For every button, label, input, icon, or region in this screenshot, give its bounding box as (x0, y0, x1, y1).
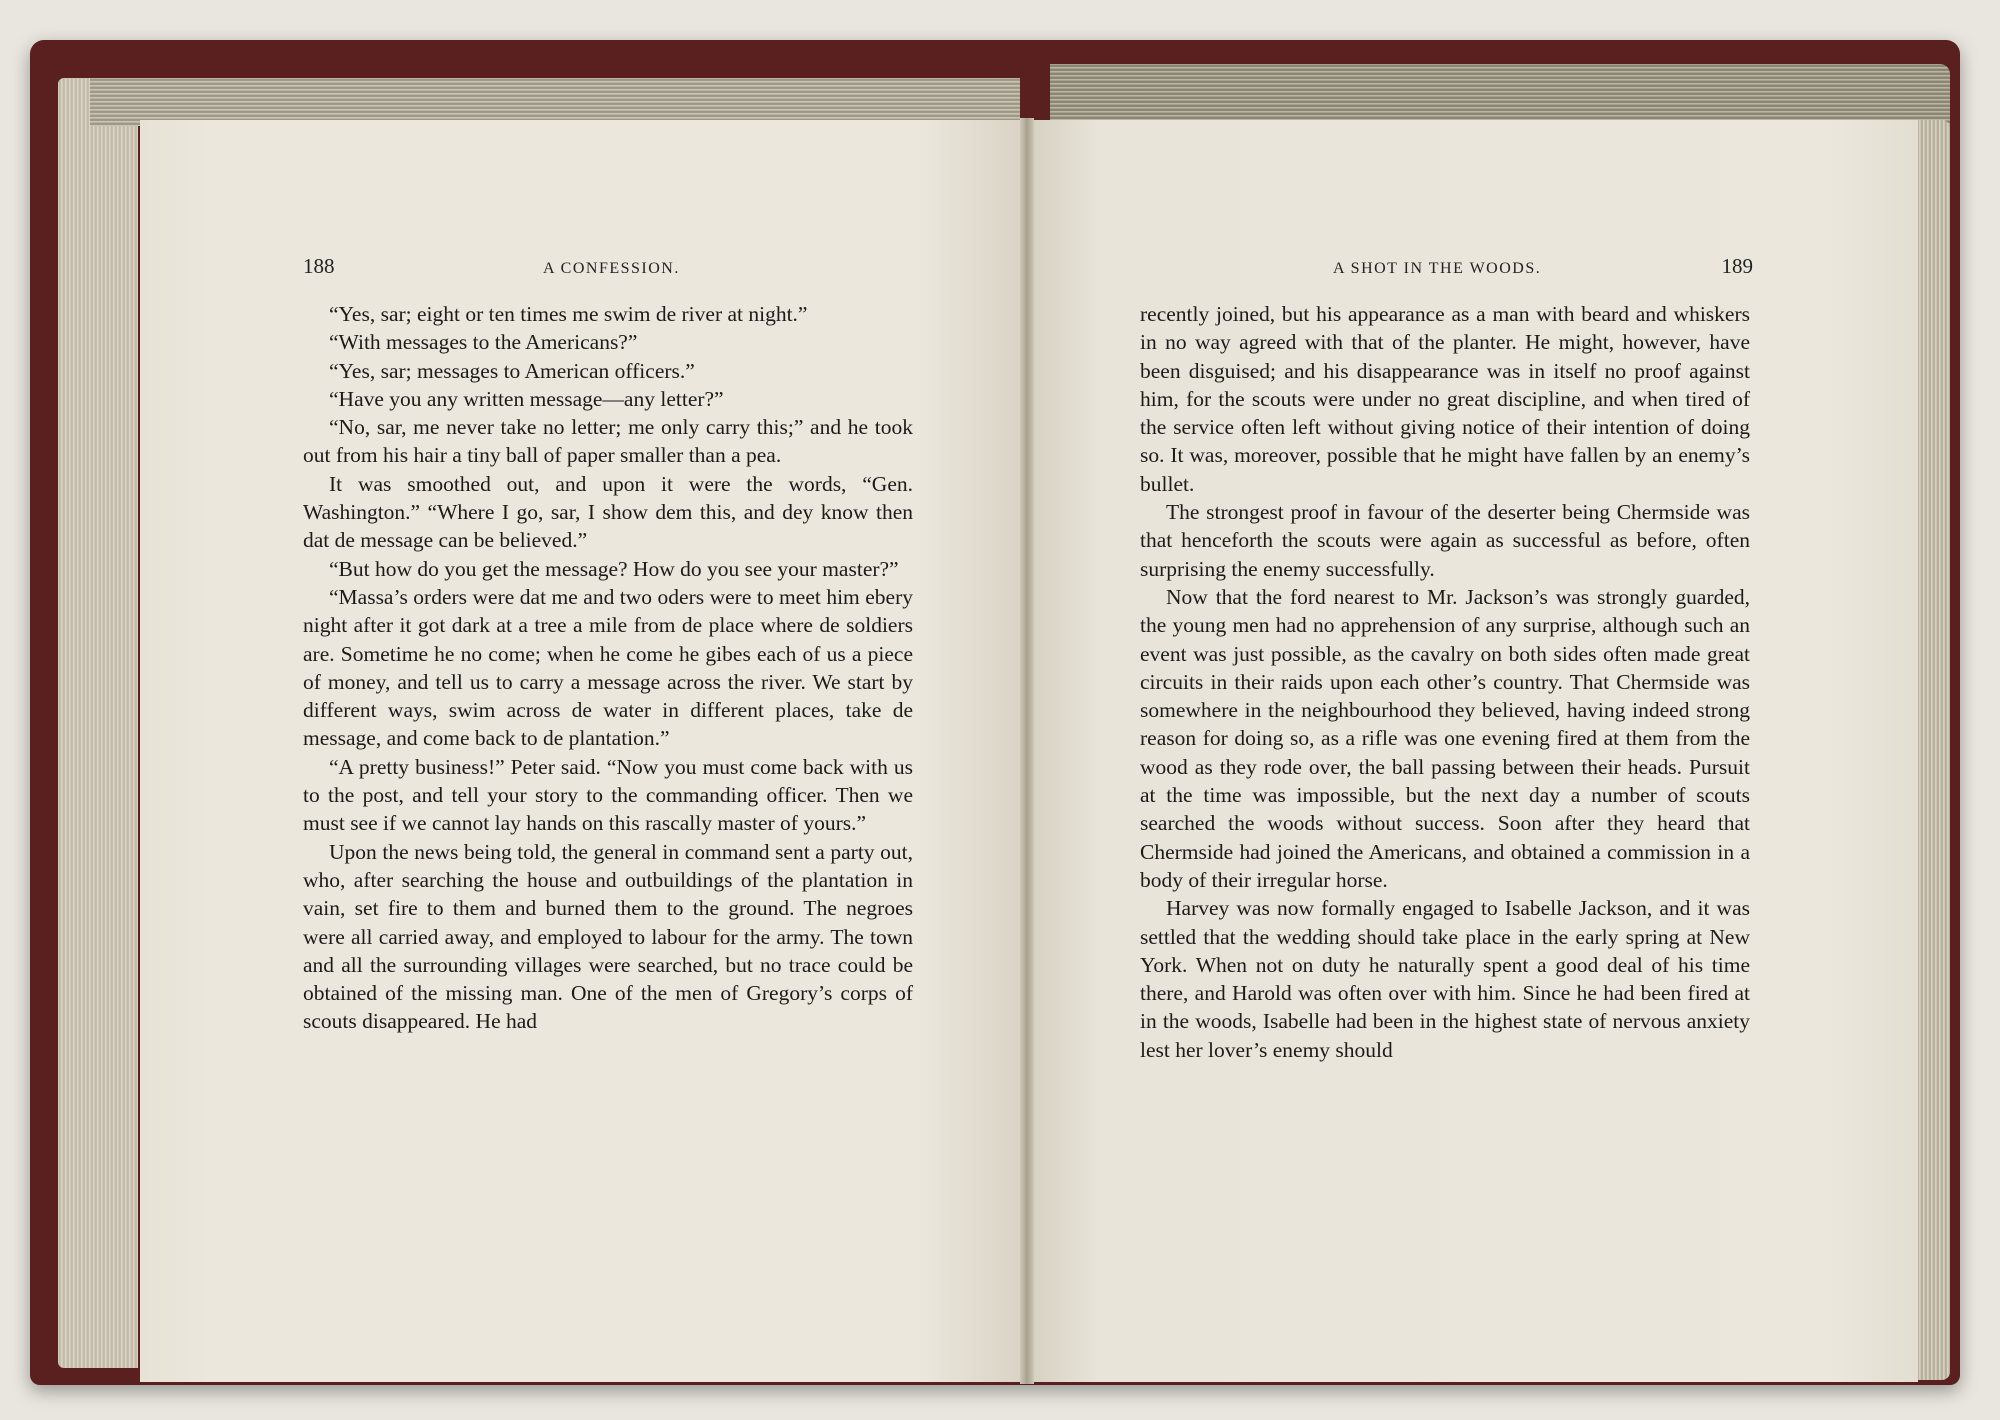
paragraph: “Have you any written message—any letter?” (329, 386, 724, 411)
paragraph: “With messages to the Americans?” (329, 330, 638, 355)
paragraph: “A pretty business!” Peter said. “Now you must come back with us to the post, and tell your story to the commanding officer. Then we must see if we cannot lay hands on this rascally master of yours.” (303, 754, 913, 836)
right-running-head (1143, 254, 1753, 292)
paragraph: Now that the ford nearest to Mr. Jackson’s was strongly guarded, the young men had no apprehension of any surprise, although such an event was just possible, as the cavalry on both sides often made great circuits in their raids upon each other’s country. That Chermside was somewhere in the neighbourhood they believed, having indeed strong reason for doing so, as a rifle was one evening fired at them from the wood as they rode over, the ball passing between their heads. Pursuit at the time was impossible, but the next day a number of scouts searched the woods without success. Soon after they heard that Chermside had joined the Americans, and obtained a commission in a body of their irregular horse. (1140, 584, 1750, 892)
right-page-text (1140, 300, 1750, 1064)
book-gutter (1020, 118, 1034, 1384)
left-page-number: 188 (303, 254, 335, 278)
paragraph: Harvey was now formally engaged to Isabelle Jackson, and it was settled that the wedding should take place in the early spring at New York. When not on duty he naturally spent a good deal of his time there, and Harold was often over with him. Since he had been fired at in the woods, Isabelle had been in the highest state of nervous anxiety lest her lover’s enemy should (1140, 896, 1750, 1062)
page-edges-left (58, 78, 138, 1368)
paragraph: “Yes, sar; messages to American officers.” (329, 358, 695, 383)
paragraph: “Massa’s orders were dat me and two oders were to meet him ebery night after it got dark at a tree a mile from de place where de soldiers are. Sometime he no come; when he come he gibes each of us a piece of money, and tell us to carry a message across the river. We start by different ways, swim across de water in different places, take de message, and come back to de plantation.” (303, 584, 913, 751)
paragraph: It was smoothed out, and upon it were the words, “Gen. Washington.” “Where I go, sar, I show dem this, and dey know then dat de message can be believed.” (303, 471, 913, 553)
right-page-number: 189 (1721, 254, 1753, 278)
paragraph: The strongest proof in favour of the deserter being Chermside was that henceforth the scouts were again as successful as before, often surprising the enemy successfully. (1140, 500, 1750, 581)
paragraph-continued: recently joined, but his appearance as a man with beard and whiskers in no way agreed with that of the planter. He might, however, have been disguised; and his disappearance was in itself no proof against him, for the scouts were under no great discipline, and when tired of the service often left without giving notice of their intention of doing so. It was, moreover, possible that he might have fallen by an enemy’s bullet. (1140, 302, 1750, 496)
left-running-head (303, 254, 913, 292)
right-chapter-title: A SHOT IN THE WOODS. (1333, 260, 1542, 277)
paragraph: “No, sar, me never take no letter; me only carry this;” and he took out from his hair a tiny ball of paper smaller than a pea. (303, 415, 913, 468)
left-page-text (303, 300, 913, 1036)
left-chapter-title: A CONFESSION. (543, 260, 680, 277)
paragraph: Upon the news being told, the general in command sent a party out, who, after searching the house and outbuildings of the plantation in vain, set fire to them and burned them to the ground. The negroes were all carried away, and employed to labour for the army. The town and all the surrounding villages were searched, but no trace could be obtained of the missing man. One of the men of Gregory’s corps of scouts disappeared. He had (303, 839, 913, 1034)
paragraph: “Yes, sar; eight or ten times me swim de river at night.” (329, 302, 808, 326)
page-edges-top-left (90, 78, 1020, 126)
paragraph: “But how do you get the message? How do you see your master?” (329, 556, 899, 581)
